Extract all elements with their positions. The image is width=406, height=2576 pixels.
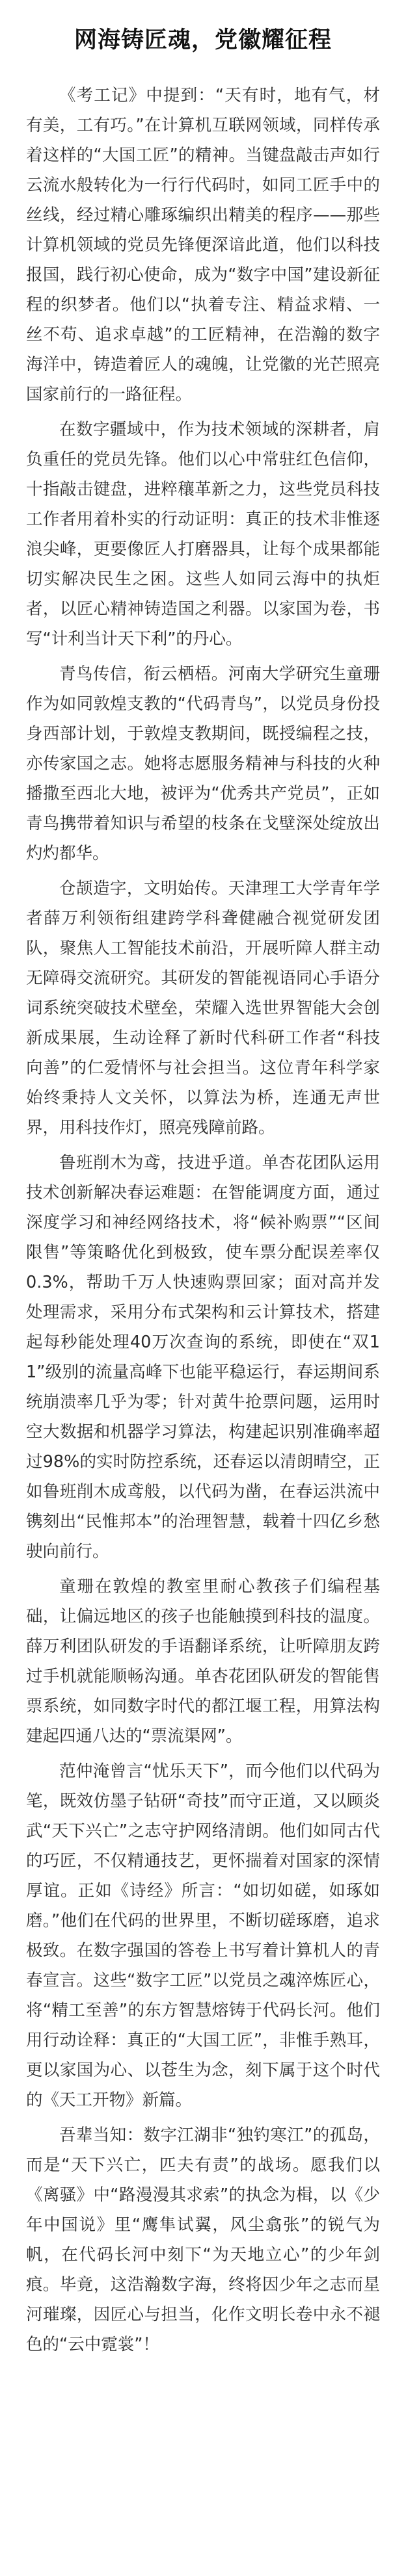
article-paragraph: 青鸟传信，衔云栖梧。河南大学研究生童珊作为如同敦煌支教的“代码青鸟”，以党员身份投身西部计划，于敦煌支教期间，既授编程之技，亦传家国之志。她将志愿服务精神与科技的火种播撒至西北大地，被评为“优秀共产党员”，正如青鸟携带着知识与希望的枝条在戈壁深处绽放出灼灼都华。 (26, 664, 380, 863)
article-paragraph: 吾辈当知：数字江湖非“独钓寒江”的孤岛，而是“天下兴亡，匹夫有责”的战场。愿我们以《离骚》中“路漫漫其求索”的执念为楫，以《少年中国说》里“鹰隼试翼，风尘翕张”的锐气为帆，在代码长河中刻下“为天地立心”的少年剑痕。毕竟，这浩瀚数字海，终将因少年之志而星河璀璨，因匠心与担当，化作文明长卷中永不褪色的“云中霓裳”！ (26, 2126, 380, 2354)
article-title: 网海铸匠魂，党徽耀征程 (74, 27, 332, 53)
article-paragraph: 鲁班削木为鸢，技进乎道。单杏花团队运用技术创新解决春运难题：在智能调度方面，通过深度学习和神经网络技术，将“候补购票”“区间限售”等策略优化到极致，使车票分配误差率仅0.3%，帮助千万人快速购票回家；面对高并发处理需求，采用分布式架构和云计算技术，搭建起每秒能处理40万次查询的系统，即使在“双11”级别的流量高峰下也能平稳运行，春运期间系统崩溃率几乎为零；针对黄牛抢票问题，运用时空大数据和机器学习算法，构建起识别准确率超过98%的实时防控系统，还春运以清朗晴空，正如鲁班削木成鸢般，以代码为凿，在春运洪流中镌刻出“民惟邦本”的治理智慧，载着十四亿乡愁驶向前行。 (26, 1153, 380, 1561)
article-paragraph: 仓颉造字，文明始传。天津理工大学青年学者薛万利领衔组建跨学科聋健融合视觉研发团队，聚焦人工智能技术前沿，开展听障人群主动无障碍交流研究。其研发的智能视语同心手语分词系统突破技术壁垒，荣耀入选世界智能大会创新成果展，生动诠释了新时代科研工作者“科技向善”的仁爱情怀与社会担当。这位青年科学家始终秉持人文关怀，以算法为桥，连通无声世界，用科技作灯，照亮残障前路。 (26, 879, 380, 1138)
article-paragraph: 范仲淹曾言“忧乐天下”，而今他们以代码为笔，既效仿墨子钻研“奇技”而守正道，又以顾炎武“天下兴亡”之志守护网络清朗。他们如同古代的巧匠，不仅精通技艺，更怀揣着对国家的深情厚谊。正如《诗经》所言：“如切如磋，如琢如磨。”他们在代码的世界里，不断切磋琢磨，追求极致。在数字强国的答卷上书写着计算机人的青春宣言。这些“数字工匠”以党员之魂淬炼匠心，将“精工至善”的东方智慧熔铸于代码长河。他们用行动诠释：真正的“大国工匠”，非惟手熟耳，更以家国为心、以苍生为念，刻下属于这个时代的《天工开物》新篇。 (26, 1762, 380, 2110)
article-paragraph: 《考工记》中提到：“天有时，地有气，材有美，工有巧。”在计算机互联网领域，同样传承着这样的“大国工匠”的精神。当键盘敲击声如行云流水般转化为一行行代码时，如同工匠手中的丝线，经过精心雕琢编织出精美的程序——那些计算机领域的党员先锋便深谙此道，他们以科技报国，践行初心使命，成为“数字中国”建设新征程的织梦者。他们以“执着专注、精益求精、一丝不苟、追求卓越”的工匠精神，在浩瀚的数字海洋中，铸造着匠人的魂魄，让党徽的光芒照亮国家前行的一路征程。 (26, 86, 380, 404)
article-paragraph: 童珊在敦煌的教室里耐心教孩子们编程基础，让偏远地区的孩子也能触摸到科技的温度。薛万利团队研发的手语翻译系统，让听障朋友跨过手机就能顺畅沟通。单杏花团队研发的智能售票系统，如同数字时代的都江堰工程，用算法构建起四通八达的“票流渠网”。 (26, 1577, 380, 1746)
article-paragraph: 在数字疆域中，作为技术领域的深耕者，肩负重任的党员先锋。他们以心中常驻红色信仰，十指敲击键盘，进粹穰革新之力，这些党员科技工作者用着朴实的行动证明：真正的技术非惟逐浪尖峰，更要像匠人打磨器具，让每个成果都能切实解决民生之困。这些人如同云海中的执炬者，以匠心精神铸造国之利器。以家国为卷，书写“计利当计天下利”的丹心。 (26, 420, 380, 649)
